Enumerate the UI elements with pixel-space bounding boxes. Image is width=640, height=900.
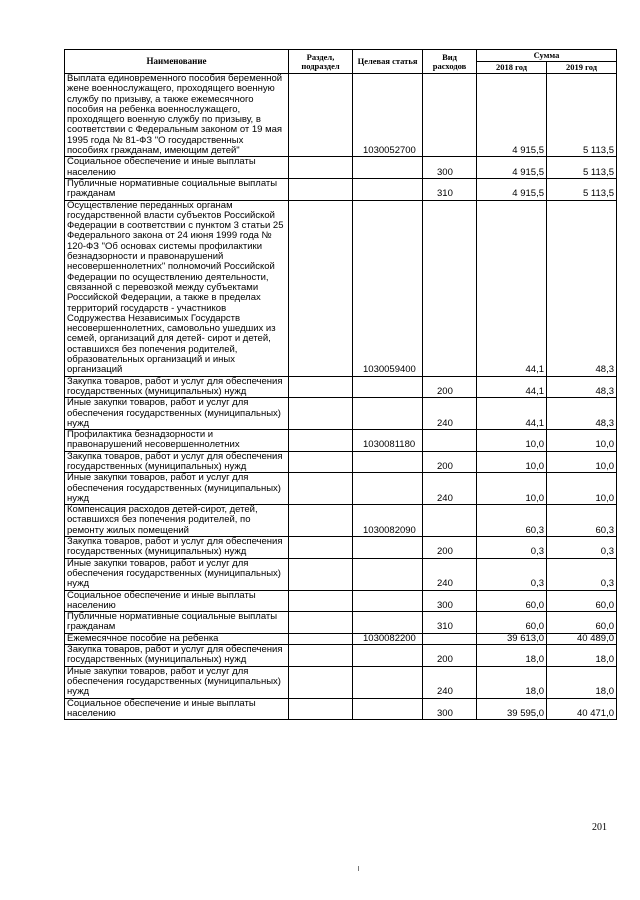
cell-2018: 4 915,5 bbox=[477, 178, 547, 200]
cell-name: Иные закупки товаров, работ и услуг для обеспечения государственных (муниципальных) нужд bbox=[65, 398, 289, 430]
cell-2018: 44,1 bbox=[477, 200, 547, 376]
cell-name: Профилактика безнадзорности и правонарушений несовершеннолетних bbox=[65, 430, 289, 452]
cell-target bbox=[353, 157, 423, 179]
table-row bbox=[65, 590, 617, 612]
cell-target bbox=[353, 612, 423, 634]
cell-type: 240 bbox=[423, 666, 477, 698]
cell-target: 1030052700 bbox=[353, 74, 423, 157]
cell-2018: 4 915,5 bbox=[477, 157, 547, 179]
cell-2019: 60,0 bbox=[547, 590, 617, 612]
table-row bbox=[65, 698, 617, 720]
cell-target bbox=[353, 398, 423, 430]
table-row bbox=[65, 74, 617, 157]
cell-section bbox=[289, 200, 353, 376]
cell-2019: 5 113,5 bbox=[547, 157, 617, 179]
cell-section bbox=[289, 398, 353, 430]
cell-section bbox=[289, 698, 353, 720]
cell-target: 1030081180 bbox=[353, 430, 423, 452]
cell-name: Иные закупки товаров, работ и услуг для обеспечения государственных (муниципальных) нужд bbox=[65, 666, 289, 698]
cell-target bbox=[353, 178, 423, 200]
cell-type bbox=[423, 430, 477, 452]
cell-target bbox=[353, 698, 423, 720]
cell-2019: 0,3 bbox=[547, 537, 617, 559]
cell-2019: 48,3 bbox=[547, 200, 617, 376]
cell-type: 310 bbox=[423, 178, 477, 200]
cell-section bbox=[289, 666, 353, 698]
cell-2018: 60,3 bbox=[477, 505, 547, 537]
cell-2019: 40 471,0 bbox=[547, 698, 617, 720]
table-row bbox=[65, 537, 617, 559]
cell-type bbox=[423, 200, 477, 376]
cell-2019: 18,0 bbox=[547, 645, 617, 667]
cell-target bbox=[353, 473, 423, 505]
cell-2019: 5 113,5 bbox=[547, 178, 617, 200]
header-target: Целевая статья bbox=[353, 50, 423, 74]
cell-2019: 5 113,5 bbox=[547, 74, 617, 157]
scan-mark bbox=[358, 866, 359, 871]
table-row bbox=[65, 645, 617, 667]
cell-name: Закупка товаров, работ и услуг для обеспечения государственных (муниципальных) нужд bbox=[65, 645, 289, 667]
table-row bbox=[65, 666, 617, 698]
cell-name: Осуществление переданных органам государственной власти субъектов Российской Федерации в соответствии с пунктом 3 статьи 25 Федерального закона от 24 июня 1999 года № 120-ФЗ "Об основах системы профилактики безнадзорности и правонарушений несовершеннолетних" полномочий Российской Федерации по осуществлению деятельности, связанной с перевозкой между субъектами Российской Федерации, а также в пределах территорий государств - участников Содружества Независимых Государств несовершеннолетних, самовольно ушедших из семей, организаций для детей- сирот и детей, оставшихся без попечения родителей, образовательных организаций и иных организаций bbox=[65, 200, 289, 376]
table-row bbox=[65, 558, 617, 590]
cell-name: Публичные нормативные социальные выплаты гражданам bbox=[65, 178, 289, 200]
cell-2018: 18,0 bbox=[477, 666, 547, 698]
cell-name: Иные закупки товаров, работ и услуг для обеспечения государственных (муниципальных) нужд bbox=[65, 558, 289, 590]
table-row bbox=[65, 200, 617, 376]
cell-section bbox=[289, 645, 353, 667]
cell-type bbox=[423, 74, 477, 157]
cell-section bbox=[289, 537, 353, 559]
cell-2019: 48,3 bbox=[547, 398, 617, 430]
cell-target bbox=[353, 666, 423, 698]
cell-2019: 10,0 bbox=[547, 451, 617, 473]
cell-2019: 18,0 bbox=[547, 666, 617, 698]
cell-2019: 60,3 bbox=[547, 505, 617, 537]
cell-2018: 60,0 bbox=[477, 612, 547, 634]
cell-section bbox=[289, 157, 353, 179]
table-row bbox=[65, 633, 617, 644]
cell-type bbox=[423, 505, 477, 537]
cell-2018: 10,0 bbox=[477, 430, 547, 452]
cell-2018: 60,0 bbox=[477, 590, 547, 612]
cell-target bbox=[353, 558, 423, 590]
cell-section bbox=[289, 590, 353, 612]
cell-target bbox=[353, 376, 423, 398]
cell-2018: 39 595,0 bbox=[477, 698, 547, 720]
header-year-2018: 2018 год bbox=[477, 62, 547, 74]
cell-name: Социальное обеспечение и иные выплаты населению bbox=[65, 157, 289, 179]
cell-name: Социальное обеспечение и иные выплаты населению bbox=[65, 590, 289, 612]
cell-2019: 40 489,0 bbox=[547, 633, 617, 644]
cell-section bbox=[289, 633, 353, 644]
cell-section bbox=[289, 376, 353, 398]
cell-type: 200 bbox=[423, 537, 477, 559]
cell-section bbox=[289, 178, 353, 200]
cell-target bbox=[353, 590, 423, 612]
cell-section bbox=[289, 451, 353, 473]
cell-section bbox=[289, 558, 353, 590]
cell-2019: 60,0 bbox=[547, 612, 617, 634]
cell-2018: 4 915,5 bbox=[477, 74, 547, 157]
header-year-2019: 2019 год bbox=[547, 62, 617, 74]
cell-name: Иные закупки товаров, работ и услуг для обеспечения государственных (муниципальных) нужд bbox=[65, 473, 289, 505]
cell-2018: 18,0 bbox=[477, 645, 547, 667]
cell-type: 200 bbox=[423, 376, 477, 398]
cell-2018: 10,0 bbox=[477, 473, 547, 505]
cell-target: 1030082090 bbox=[353, 505, 423, 537]
cell-name: Компенсация расходов детей-сирот, детей, оставшихся без попечения родителей, по ремонту жилых помещений bbox=[65, 505, 289, 537]
cell-name: Публичные нормативные социальные выплаты гражданам bbox=[65, 612, 289, 634]
cell-2019: 0,3 bbox=[547, 558, 617, 590]
cell-type: 240 bbox=[423, 398, 477, 430]
cell-2019: 48,3 bbox=[547, 376, 617, 398]
cell-name: Закупка товаров, работ и услуг для обеспечения государственных (муниципальных) нужд bbox=[65, 376, 289, 398]
page-number: 201 bbox=[592, 822, 607, 833]
table-row bbox=[65, 473, 617, 505]
cell-2019: 10,0 bbox=[547, 473, 617, 505]
cell-2018: 44,1 bbox=[477, 376, 547, 398]
cell-2018: 39 613,0 bbox=[477, 633, 547, 644]
cell-type: 200 bbox=[423, 451, 477, 473]
table-row bbox=[65, 430, 617, 452]
cell-2019: 10,0 bbox=[547, 430, 617, 452]
cell-name: Выплата единовременного пособия беременной жене военнослужащего, проходящего военную службу по призыву, а также ежемесячного пособия на ребенка военнослужащего, проходящего военную службу по призыву, в соответствии с Федеральным законом от 19 мая 1995 года № 81-ФЗ "О государственных пособиях гражданам, имеющим детей" bbox=[65, 74, 289, 157]
cell-type: 240 bbox=[423, 473, 477, 505]
budget-table bbox=[64, 49, 617, 720]
cell-type: 200 bbox=[423, 645, 477, 667]
cell-type: 300 bbox=[423, 590, 477, 612]
table-row bbox=[65, 398, 617, 430]
cell-type: 300 bbox=[423, 698, 477, 720]
table-row bbox=[65, 376, 617, 398]
table-row bbox=[65, 157, 617, 179]
header-type: Вид расходов bbox=[423, 50, 477, 74]
cell-type bbox=[423, 633, 477, 644]
table-row bbox=[65, 451, 617, 473]
header-section: Раздел, подраздел bbox=[289, 50, 353, 74]
cell-section bbox=[289, 430, 353, 452]
cell-section bbox=[289, 473, 353, 505]
cell-section bbox=[289, 74, 353, 157]
cell-name: Закупка товаров, работ и услуг для обеспечения государственных (муниципальных) нужд bbox=[65, 537, 289, 559]
header-sum: Сумма bbox=[477, 50, 617, 62]
cell-target: 1030059400 bbox=[353, 200, 423, 376]
cell-target: 1030082200 bbox=[353, 633, 423, 644]
table-row bbox=[65, 178, 617, 200]
cell-2018: 0,3 bbox=[477, 537, 547, 559]
cell-2018: 0,3 bbox=[477, 558, 547, 590]
cell-target bbox=[353, 645, 423, 667]
cell-type: 240 bbox=[423, 558, 477, 590]
cell-name: Закупка товаров, работ и услуг для обеспечения государственных (муниципальных) нужд bbox=[65, 451, 289, 473]
cell-target bbox=[353, 451, 423, 473]
cell-2018: 44,1 bbox=[477, 398, 547, 430]
table-row bbox=[65, 505, 617, 537]
cell-type: 310 bbox=[423, 612, 477, 634]
cell-name: Ежемесячное пособие на ребенка bbox=[65, 633, 289, 644]
cell-target bbox=[353, 537, 423, 559]
cell-name: Социальное обеспечение и иные выплаты населению bbox=[65, 698, 289, 720]
cell-type: 300 bbox=[423, 157, 477, 179]
table-body bbox=[65, 74, 617, 720]
header-name: Наименование bbox=[65, 50, 289, 74]
cell-section bbox=[289, 505, 353, 537]
cell-section bbox=[289, 612, 353, 634]
table-row bbox=[65, 612, 617, 634]
cell-2018: 10,0 bbox=[477, 451, 547, 473]
